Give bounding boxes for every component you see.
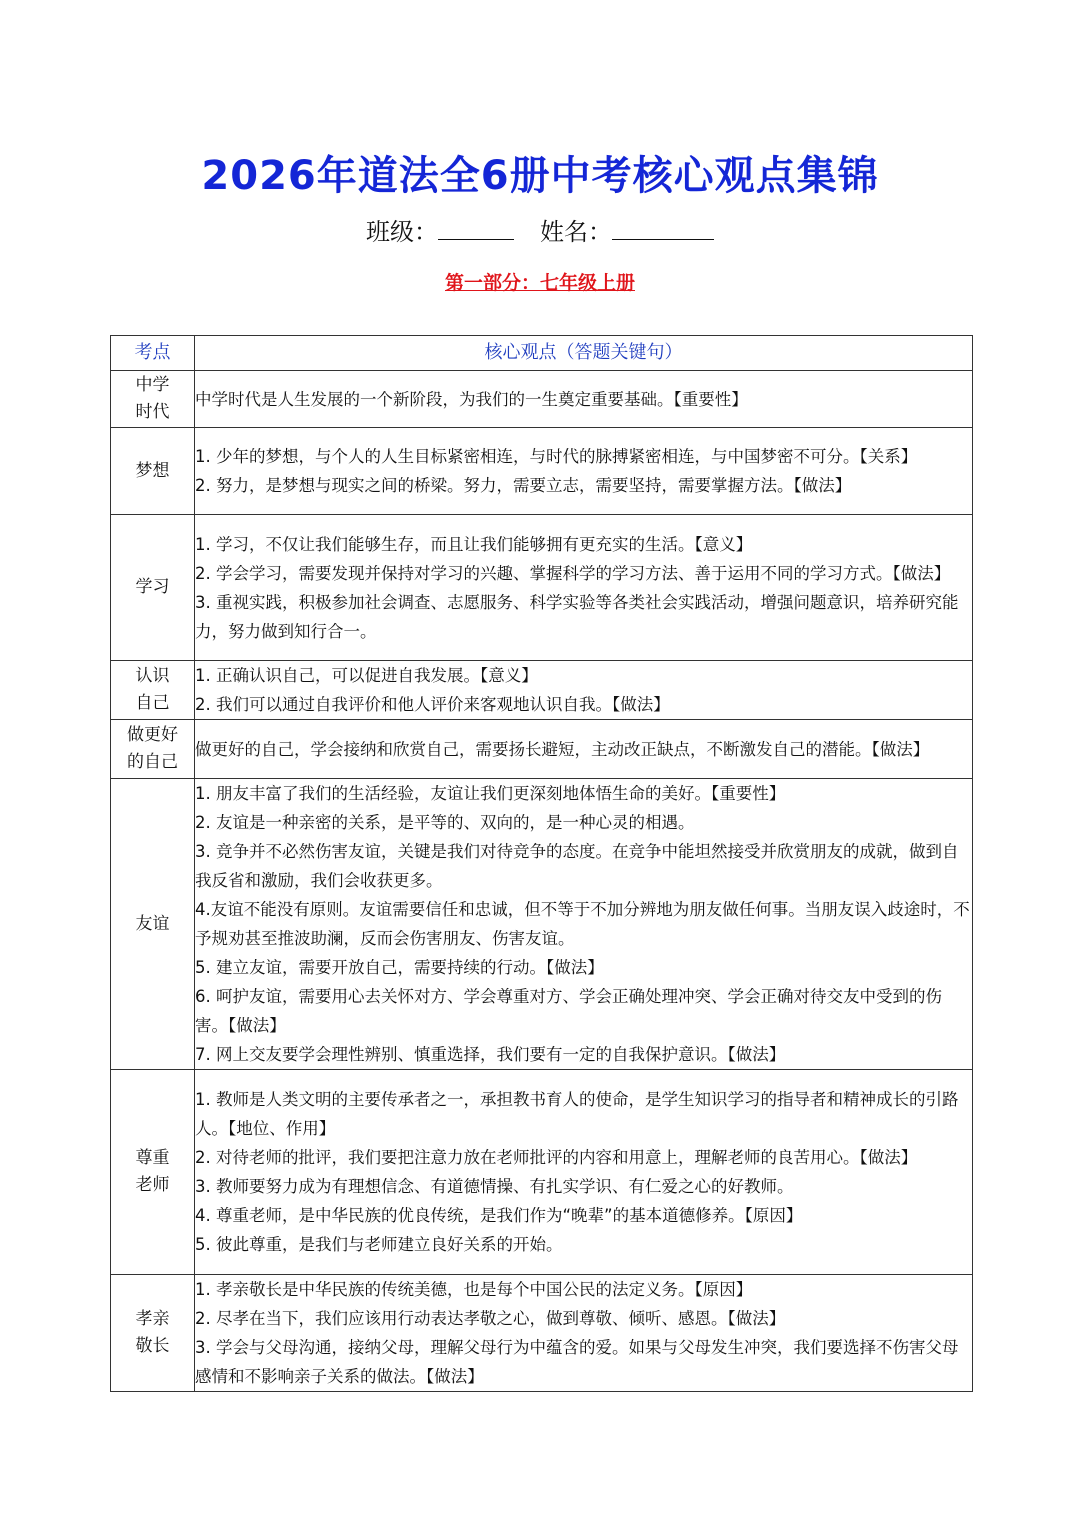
content-cell: [195, 1275, 973, 1392]
content-cell: [195, 371, 973, 428]
point-item: 中学时代是人生发展的一个新阶段，为我们的一生奠定重要基础。【重要性】: [195, 389, 748, 409]
column-header-topic: 考点: [111, 336, 195, 371]
column-header-core-points: 核心观点（答题关键句）: [195, 336, 973, 371]
point-item: 5. 建立友谊，需要开放自己，需要持续的行动。【做法】: [195, 958, 604, 977]
topic-cell: 友谊: [111, 779, 195, 1070]
table-row: [111, 661, 973, 720]
topic-cell: 做更好的自己: [111, 720, 195, 779]
topic-cell: 认识自己: [111, 661, 195, 720]
point-item: 1. 教师是人类文明的主要传承者之一，承担教书育人的使命，是学生知识学习的指导者和精神成长的引路人。【地位、作用】: [195, 1090, 959, 1138]
topic-cell: 梦想: [111, 428, 195, 515]
point-item: 2. 努力，是梦想与现实之间的桥梁。努力，需要立志，需要坚持，需要掌握方法。【做法】: [195, 476, 852, 495]
point-item: 4. 尊重老师，是中华民族的优良传统，是我们作为“晚辈”的基本道德修养。【原因】: [195, 1206, 803, 1225]
student-info-line: [0, 214, 1080, 250]
point-item: 4.友谊不能没有原则。友谊需要信任和忠诚，但不等于不加分辨地为朋友做任何事。当朋友误入歧途时，不予规劝甚至推波助澜，反而会伤害朋友、伤害友谊。: [195, 900, 970, 948]
table-row: [111, 428, 973, 515]
topic-cell: 中学时代: [111, 371, 195, 428]
point-item: 1. 正确认识自己，可以促进自我发展。【意义】: [195, 666, 538, 685]
topic-cell: 孝亲敬长: [111, 1275, 195, 1392]
table-row: [111, 515, 973, 661]
point-item: 2. 对待老师的批评，我们要把注意力放在老师批评的内容和用意上，理解老师的良苦用心。【做法】: [195, 1148, 918, 1167]
point-item: 3. 竞争并不必然伤害友谊，关键是我们对待竞争的态度。在竞争中能坦然接受并欣赏朋友的成就，做到自我反省和激励，我们会收获更多。: [195, 842, 959, 890]
table-row: [111, 779, 973, 1070]
content-cell: [195, 428, 973, 515]
point-item: 7. 网上交友要学会理性辨别、慎重选择，我们要有一定的自我保护意识。【做法】: [195, 1045, 786, 1064]
point-item: 2. 学会学习，需要发现并保持对学习的兴趣、掌握科学的学习方法、善于运用不同的学习方式。【做法】: [195, 563, 951, 583]
point-item: 3. 教师要努力成为有理想信念、有道德情操、有扎实学识、有仁爱之心的好教师。: [195, 1177, 794, 1196]
document-title: 2026年道法全6册中考核心观点集锦: [201, 153, 879, 199]
content-cell: [195, 779, 973, 1070]
name-blank: [612, 215, 714, 240]
table-header-row: [111, 336, 973, 371]
content-cell: [195, 1070, 973, 1275]
section-heading: 第一部分：七年级上册: [444, 272, 635, 294]
point-item: 3. 学会与父母沟通，接纳父母，理解父母行为中蕴含的爱。如果与父母发生冲突，我们要选择不伤害父母感情和不影响亲子关系的做法。【做法】: [195, 1338, 959, 1386]
content-cell: [195, 720, 973, 779]
core-points-table: [110, 335, 973, 1392]
topic-cell: 学习: [111, 515, 195, 661]
table-row: [111, 371, 973, 428]
name-label: 姓名：: [540, 218, 612, 246]
content-cell: [195, 515, 973, 661]
point-item: 2. 我们可以通过自我评价和他人评价来客观地认识自我。【做法】: [195, 695, 670, 714]
table-row: [111, 1070, 973, 1275]
class-label: 班级：: [366, 218, 438, 246]
point-item: 6. 呵护友谊，需要用心去关怀对方、学会尊重对方、学会正确处理冲突、学会正确对待交友中受到的伤害。【做法】: [195, 987, 942, 1035]
point-item: 3. 重视实践，积极参加社会调查、志愿服务、科学实验等各类社会实践活动，增强问题意识，培养研究能力，努力做到知行合一。: [195, 592, 959, 641]
point-item: 2. 尽孝在当下，我们应该用行动表达孝敬之心，做到尊敬、倾听、感恩。【做法】: [195, 1309, 786, 1328]
point-item: 2. 友谊是一种亲密的关系，是平等的、双向的，是一种心灵的相遇。: [195, 813, 695, 832]
point-item: 1. 朋友丰富了我们的生活经验，友谊让我们更深刻地体悟生命的美好。【重要性】: [195, 784, 786, 803]
topic-cell: 尊重老师: [111, 1070, 195, 1275]
class-blank: [438, 215, 514, 240]
table-row: [111, 720, 973, 779]
table-row: [111, 1275, 973, 1392]
point-item: 1. 少年的梦想，与个人的人生目标紧密相连，与时代的脉搏紧密相连，与中国梦密不可分。【关系】: [195, 447, 918, 466]
point-item: 5. 彼此尊重，是我们与老师建立良好关系的开始。: [195, 1235, 563, 1254]
point-item: 做更好的自己，学会接纳和欣赏自己，需要扬长避短，主动改正缺点，不断激发自己的潜能。【做法】: [195, 739, 930, 759]
point-item: 1. 学习，不仅让我们能够生存，而且让我们能够拥有更充实的生活。【意义】: [195, 534, 753, 554]
content-cell: [195, 661, 973, 720]
point-item: 1. 孝亲敬长是中华民族的传统美德，也是每个中国公民的法定义务。【原因】: [195, 1280, 753, 1299]
